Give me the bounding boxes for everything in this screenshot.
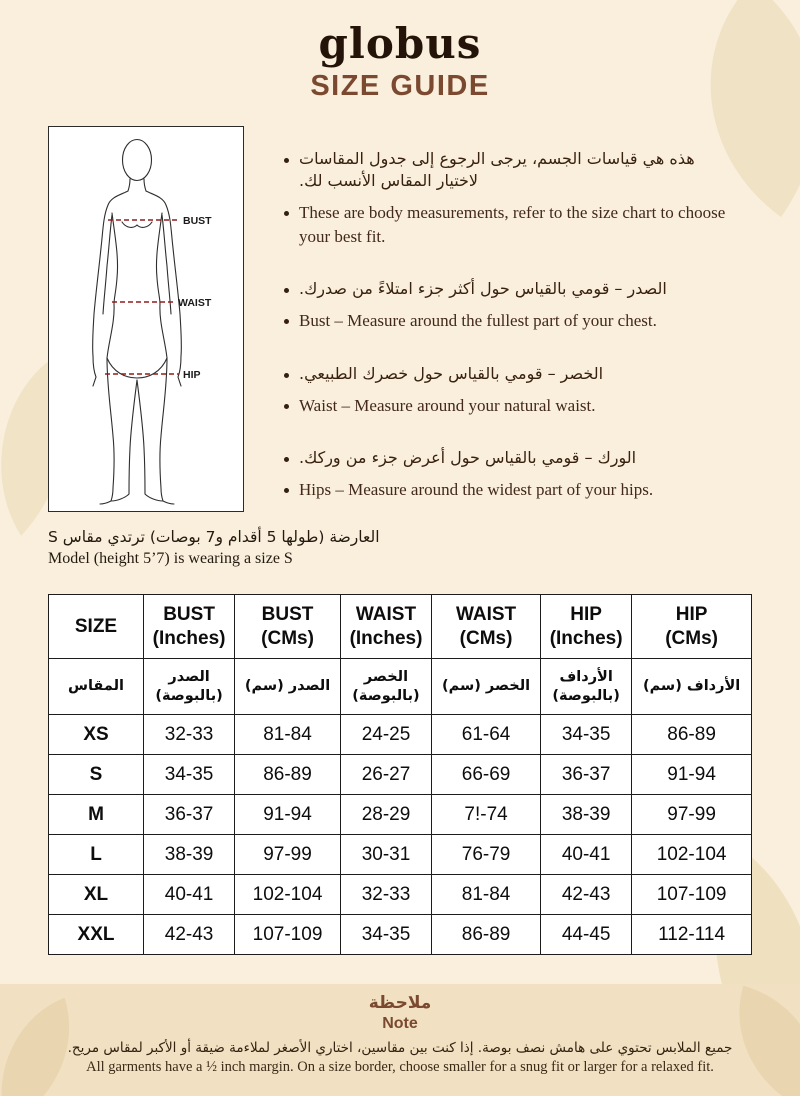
model-note-english: Model (height 5’7) is wearing a size S [48,550,293,567]
table-header-en [49,595,752,659]
instruction-english [284,201,762,248]
table-cell: 38-39 [541,795,632,835]
size-cell: XXL [49,915,144,955]
instruction-arabic [284,363,762,385]
bullet-icon [284,158,289,163]
note-body-arabic: جميع الملابس تحتوي على هامش نصف بوصة. إذا كنت بين مقاسين، اختاري الأصغر لملاءمة ضيقة أو الأكبر لمقاس مريح. [67,1040,733,1056]
table-cell: 7!-74 [432,795,541,835]
header-hip-inches-ar: الأرداف (بالبوصة) [541,659,632,715]
table-cell: 38-39 [144,835,235,875]
page-header [0,0,800,103]
table-row [49,835,752,875]
size-cell: XS [49,715,144,755]
instructions-list [284,148,762,532]
table-cell: 76-79 [432,835,541,875]
table-row [49,875,752,915]
table-cell: 42-43 [541,875,632,915]
instruction-arabic-text: هذه هي قياسات الجسم، يرجى الرجوع إلى جدول المقاسات لاختيار المقاس الأنسب لك. [299,149,695,191]
table-cell: 81-84 [432,875,541,915]
bullet-icon [284,373,289,378]
note-title-arabic: ملاحظة [368,993,432,1013]
table-cell: 112-114 [632,915,752,955]
header-bust-inches: BUST (Inches) [144,595,235,659]
table-cell: 107-109 [632,875,752,915]
header-size: SIZE [49,595,144,659]
size-cell: L [49,835,144,875]
instruction-group-bust [284,278,762,333]
instruction-group-general [284,148,762,248]
body-figure-illustration [49,127,243,511]
instruction-arabic [284,447,762,469]
instruction-english-text: Bust – Measure around the fullest part of your chest. [299,311,657,331]
table-cell: 26-27 [340,755,431,795]
instruction-arabic [284,278,762,300]
table-cell: 91-94 [632,755,752,795]
header-hip-inches: HIP (Inches) [541,595,632,659]
size-cell: M [49,795,144,835]
instruction-english [284,309,762,332]
table-cell: 86-89 [632,715,752,755]
instruction-arabic [284,148,762,192]
model-note-arabic: العارضة (طولها 5 أقدام و7 بوصات) ترتدي مقاس S [48,528,380,546]
bust-line-label: BUST [183,215,212,227]
header-hip-cms-ar: الأرداف (سم) [632,659,752,715]
table-cell: 97-99 [632,795,752,835]
table-cell: 36-37 [144,795,235,835]
table-cell: 40-41 [541,835,632,875]
header-bust-inches-ar: الصدر (بالبوصة) [144,659,235,715]
table-row [49,755,752,795]
instruction-arabic-text: الصدر – قومي بالقياس حول أكثر جزء امتلاءً من صدرك. [299,279,667,299]
note-title: Note [382,1015,418,1032]
table-cell: 34-35 [541,715,632,755]
table-cell: 42-43 [144,915,235,955]
instruction-english-text: Waist – Measure around your natural waist. [299,395,596,415]
table-row [49,795,752,835]
instruction-group-hip [284,447,762,502]
instruction-english-text: These are body measurements, refer to the size chart to choose your best fit. [299,203,726,246]
table-row [49,915,752,955]
instruction-english [284,394,762,417]
instruction-arabic-text: الورك – قومي بالقياس حول أعرض جزء من وركك. [299,448,637,468]
table-row [49,715,752,755]
bullet-icon [284,404,289,409]
table-cell: 34-35 [144,755,235,795]
table-cell: 66-69 [432,755,541,795]
header-size-ar: المقاس [49,659,144,715]
table-cell: 102-104 [235,875,341,915]
table-cell: 86-89 [432,915,541,955]
bullet-icon [284,319,289,324]
table-cell: 32-33 [340,875,431,915]
table-cell: 30-31 [340,835,431,875]
header-bust-cms: BUST (CMs) [235,595,341,659]
instruction-english [284,478,762,501]
bullet-icon [284,211,289,216]
table-cell: 36-37 [541,755,632,795]
header-waist-cms-ar: الخصر (سم) [432,659,541,715]
table-cell: 34-35 [340,915,431,955]
table-cell: 81-84 [235,715,341,755]
table-cell: 107-109 [235,915,341,955]
instruction-group-waist [284,363,762,418]
table-cell: 91-94 [235,795,341,835]
bullet-icon [284,288,289,293]
brand-logo: globus [318,19,482,68]
header-hip-cms: HIP (CMs) [632,595,752,659]
table-header-ar [49,659,752,715]
instruction-english-text: Hips – Measure around the widest part of your hips. [299,480,654,500]
model-note [48,528,380,568]
bullet-icon [284,457,289,462]
table-cell: 102-104 [632,835,752,875]
header-waist-cms: WAIST (CMs) [432,595,541,659]
size-cell: S [49,755,144,795]
table-cell: 44-45 [541,915,632,955]
page-title: SIZE GUIDE [310,70,490,103]
table-cell: 97-99 [235,835,341,875]
hip-line-label: HIP [183,369,201,381]
table-cell: 40-41 [144,875,235,915]
body-measurement-diagram [48,126,244,512]
table-cell: 61-64 [432,715,541,755]
header-waist-inches: WAIST (Inches) [340,595,431,659]
table-cell: 86-89 [235,755,341,795]
header-waist-inches-ar: الخصر (بالبوصة) [340,659,431,715]
table-cell: 28-29 [340,795,431,835]
table-cell: 32-33 [144,715,235,755]
note-section [0,984,800,1096]
waist-line-label: WAIST [178,297,212,309]
bullet-icon [284,488,289,493]
note-body: All garments have a ½ inch margin. On a size border, choose smaller for a snug fit or larger for a relaxed fit. [86,1059,714,1075]
size-cell: XL [49,875,144,915]
table-cell: 24-25 [340,715,431,755]
instruction-arabic-text: الخصر – قومي بالقياس حول خصرك الطبيعي. [299,363,604,383]
header-bust-cms-ar: الصدر (سم) [235,659,341,715]
size-chart-table [48,594,752,955]
